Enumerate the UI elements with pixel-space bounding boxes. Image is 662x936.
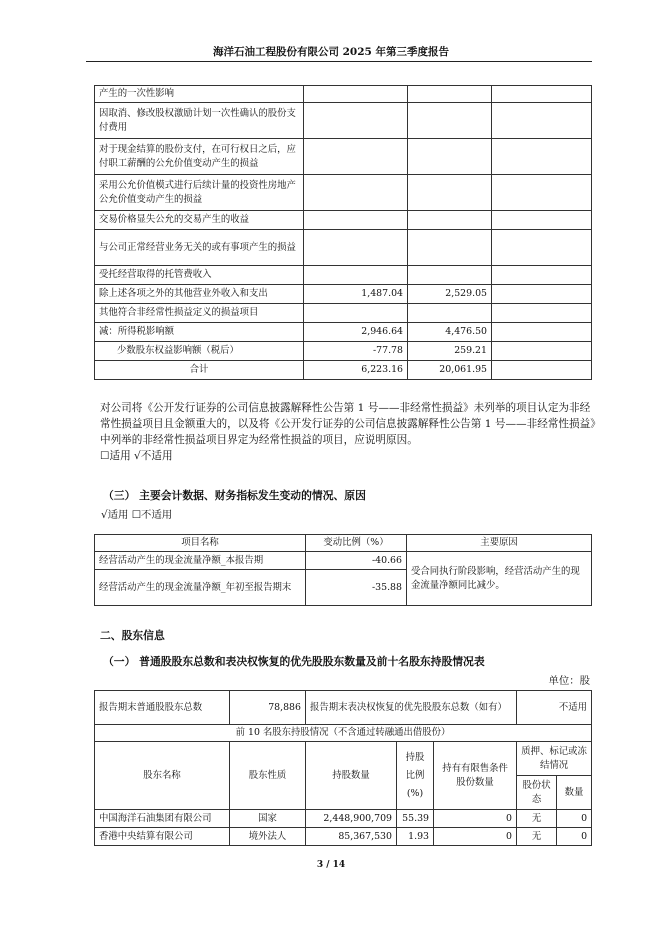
- holder-ratio: 55.39: [397, 810, 434, 828]
- table-row-total: [95, 361, 592, 380]
- row-value-period: [304, 211, 408, 230]
- table-row: [95, 691, 592, 725]
- row-value-ytd: [408, 86, 492, 103]
- row-note: [492, 211, 592, 230]
- row-value-period: [304, 103, 408, 139]
- row-note: [492, 175, 592, 211]
- row-value-ytd: [408, 266, 492, 285]
- table-row: [95, 175, 592, 211]
- row-value-ytd: [408, 103, 492, 139]
- table-row: [95, 266, 592, 285]
- table-row: [95, 139, 592, 175]
- row-item: 其他符合非经常性损益定义的损益项目: [95, 304, 304, 323]
- row-item: 合计: [95, 361, 304, 380]
- row-item: 受托经营取得的托管费收入: [95, 266, 304, 285]
- preferred-holders-value: 不适用: [517, 691, 592, 725]
- row-item: 少数股东权益影响额（税后）: [95, 342, 304, 361]
- row-note: [492, 86, 592, 103]
- page-header-title: 海洋石油工程股份有限公司 2025 年第三季度报告: [212, 46, 450, 58]
- row-item: 经营活动产生的现金流量净额_本报告期: [95, 552, 306, 570]
- row-item: 采用公允价值模式进行后续计量的投资性房地产公允价值变动产生的损益: [95, 175, 304, 211]
- row-note: [492, 139, 592, 175]
- table-row: [95, 230, 592, 266]
- section3-heading: （三） 主要会计数据、财务指标发生变动的情况、原因: [103, 489, 366, 502]
- row-value-period: 1,487.04: [304, 285, 408, 304]
- row-value-ytd: [408, 211, 492, 230]
- holder-restricted: 0: [434, 828, 517, 846]
- col-header-restricted: 持有有限售条件股份数量: [434, 742, 517, 810]
- row-note: [492, 342, 592, 361]
- table-row: [95, 304, 592, 323]
- col-header-pledge-status: 股份状态: [517, 776, 557, 810]
- row-value-period: 6,223.16: [304, 361, 408, 380]
- nonrecurring-note: 对公司将《公开发行证券的公司信息披露解释性公告第 1 号——非经常性损益》未列举的项目认定为非经常性损益项目且金额重大的，以及将《公开发行证券的公司信息披露解释性公告第 1 号——非经常性损益》中列举的非经常性损益项目界定为经常性损益的项目，应说明原因。: [100, 402, 596, 446]
- table-row: [95, 323, 592, 342]
- table-row: [95, 285, 592, 304]
- col-header-nature: 股东性质: [230, 742, 306, 810]
- holder-ratio: 1.93: [397, 828, 434, 846]
- row-item: 减：所得税影响额: [95, 323, 304, 342]
- col-header-item: 项目名称: [95, 535, 306, 552]
- row-item: 因取消、修改股权激励计划一次性确认的股份支付费用: [95, 103, 304, 139]
- total-holders-label: 报告期末普通股股东总数: [95, 691, 230, 725]
- col-header-ratio: 变动比例（%）: [306, 535, 407, 552]
- col-header-pledge-qty: 数量: [557, 776, 592, 810]
- section3-applicability: √适用 ☐不适用: [101, 509, 173, 521]
- row-value-ytd: [408, 304, 492, 323]
- row-value-period: [304, 139, 408, 175]
- row-item: 经营活动产生的现金流量净额_年初至报告期末: [95, 570, 306, 606]
- preferred-holders-label: 报告期末表决权恢复的优先股股东总数（如有）: [306, 691, 517, 725]
- shareholders-table: [94, 690, 592, 846]
- table-row: [95, 725, 592, 742]
- row-item: 除上述各项之外的其他营业外收入和支出: [95, 285, 304, 304]
- holder-shares: 85,367,530: [306, 828, 397, 846]
- unit-label: 单位：股: [548, 675, 590, 687]
- row-item: 产生的一次性影响: [95, 86, 304, 103]
- row-note: [492, 266, 592, 285]
- row-note: [492, 103, 592, 139]
- row-value-ytd: [408, 139, 492, 175]
- table-header-row: [95, 742, 592, 776]
- col-header-reason: 主要原因: [407, 535, 592, 552]
- header-divider: [86, 61, 592, 62]
- row-value-period: [304, 86, 408, 103]
- note-applicability: ☐适用 √不适用: [100, 450, 173, 462]
- table-row: [95, 810, 592, 828]
- row-value-period: [304, 266, 408, 285]
- holder-shares: 2,448,900,709: [306, 810, 397, 828]
- total-holders-value: 78,886: [230, 691, 306, 725]
- row-value-period: [304, 304, 408, 323]
- row-value-period: [304, 175, 408, 211]
- nonrecurring-items-table: [94, 85, 592, 380]
- table-row: [95, 552, 592, 570]
- holder-name: 中国海洋石油集团有限公司: [95, 810, 230, 828]
- col-header-shares: 持股数量: [306, 742, 397, 810]
- holder-pledge-status: 无: [517, 810, 557, 828]
- row-value-ytd: 259.21: [408, 342, 492, 361]
- row-value-period: -77.78: [304, 342, 408, 361]
- shareholders-subheading: （一） 普通股股东总数和表决权恢复的优先股股东数量及前十名股东持股情况表: [103, 655, 485, 668]
- row-item: 对于现金结算的股份支付，在可行权日之后，应付职工薪酬的公允价值变动产生的损益: [95, 139, 304, 175]
- col-header-ratio: 持股比例(%): [397, 742, 434, 810]
- row-note: [492, 323, 592, 342]
- change-reasons-table: [94, 534, 592, 606]
- col-header-name: 股东名称: [95, 742, 230, 810]
- row-value-ytd: [408, 175, 492, 211]
- table-row: [95, 211, 592, 230]
- table-header-row: [95, 535, 592, 552]
- row-value-ytd: 4,476.50: [408, 323, 492, 342]
- table-row: [95, 86, 592, 103]
- row-note: [492, 361, 592, 380]
- shareholders-heading: 二、股东信息: [100, 629, 165, 642]
- row-reason: 受合同执行阶段影响，经营活动产生的现金流量净额同比减少。: [407, 552, 592, 606]
- row-value-period: [304, 230, 408, 266]
- row-note: [492, 285, 592, 304]
- holder-pledge-qty: 0: [557, 828, 592, 846]
- row-ratio: -40.66: [306, 552, 407, 570]
- table-row: [95, 342, 592, 361]
- holder-pledge-status: 无: [517, 828, 557, 846]
- row-value-ytd: [408, 230, 492, 266]
- row-item: 与公司正常经营业务无关的或有事项产生的损益: [95, 230, 304, 266]
- holder-nature: 境外法人: [230, 828, 306, 846]
- col-header-pledge: 质押、标记或冻结情况: [517, 742, 592, 776]
- page-number: 3 / 14: [316, 860, 346, 870]
- holder-nature: 国家: [230, 810, 306, 828]
- holder-pledge-qty: 0: [557, 810, 592, 828]
- holder-name: 香港中央结算有限公司: [95, 828, 230, 846]
- holder-restricted: 0: [434, 810, 517, 828]
- row-value-ytd: 2,529.05: [408, 285, 492, 304]
- row-ratio: -35.88: [306, 570, 407, 606]
- row-note: [492, 230, 592, 266]
- table-row: [95, 828, 592, 846]
- row-value-ytd: 20,061.95: [408, 361, 492, 380]
- row-item: 交易价格显失公允的交易产生的收益: [95, 211, 304, 230]
- row-value-period: 2,946.64: [304, 323, 408, 342]
- top10-caption: 前 10 名股东持股情况（不含通过转融通出借股份）: [95, 725, 592, 742]
- row-note: [492, 304, 592, 323]
- table-row: [95, 103, 592, 139]
